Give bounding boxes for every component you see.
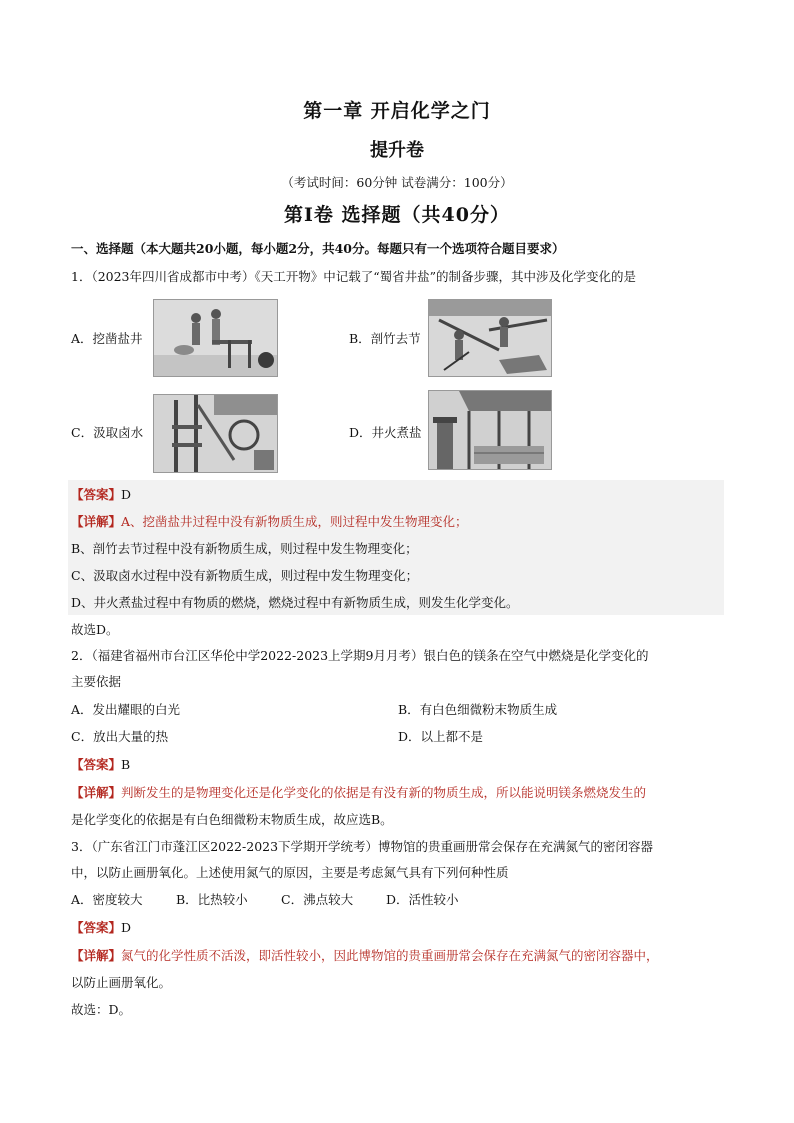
q1-option-a: A．挖凿盐井 [71, 331, 143, 346]
q1-option-d: D．井火煮盐 [349, 425, 422, 440]
q3-stem-cont: 中，以防止画册氧化。上述使用氮气的原因，主要是考虑氮气具有下列何种性质 [71, 865, 509, 880]
q2-answer [71, 755, 130, 773]
section-title: 第Ⅰ卷 选择题（共40分） [284, 204, 510, 226]
q2-option-b: B．有白色细微粉末物质生成 [398, 702, 558, 717]
q3-option-b: B．比热较小 [176, 892, 248, 907]
q2-stem: 2．（福建省福州市台江区华伦中学2022-2023上学期9月月考）银白色的镁条在空气中燃烧是化学变化的 [71, 648, 649, 663]
brine-illustration [153, 394, 278, 473]
answer-value: D [121, 920, 132, 935]
q3-option-c: C．沸点较大 [281, 892, 354, 907]
mining-illustration [153, 299, 278, 377]
answer-row-bg [68, 480, 724, 507]
q2-option-a: A．发出耀眼的白光 [71, 702, 181, 717]
q3-stem: 3．（广东省江门市蓬江区2022-2023下学期开学统考）博物馆的贵重画册常会保存在充满氮气的密闭容器 [71, 839, 654, 854]
q2-detail [71, 783, 646, 801]
q1-option-c: C．汲取卤水 [71, 425, 144, 440]
q1-conclusion: 故选D。 [71, 622, 119, 637]
boiling-illustration [428, 390, 552, 470]
detail-label: 【详解】 [71, 948, 122, 963]
detail-text: 判断发生的是物理变化还是化学变化的依据是有没有新的物质生成，所以能说明镁条燃烧发生的 [121, 785, 647, 800]
section-heading: 一、选择题（本大题共20小题，每小题2分，共40分。每题只有一个选项符合题目要求） [71, 241, 565, 256]
exam-info: （考试时间：60分钟 试卷满分：100分） [281, 175, 513, 190]
q3-option-a: A．密度较大 [71, 892, 143, 907]
answer-label: 【答案】 [71, 920, 122, 935]
detail-label: 【详解】 [71, 514, 122, 529]
q2-detail-cont: 是化学变化的依据是有白色细微粉末物质生成，故应选B。 [71, 812, 393, 827]
detail-text: 氮气的化学性质不活泼，即活性较小，因此博物馆的贵重画册常会保存在充满氮气的密闭容器中， [121, 948, 659, 963]
answer-value: D [121, 487, 132, 502]
q2-option-c: C．放出大量的热 [71, 729, 169, 744]
answer-label: 【答案】 [71, 757, 122, 772]
q1-option-b: B．剖竹去节 [349, 331, 421, 346]
chapter-title: 第一章 开启化学之门 [303, 100, 491, 122]
q1-detail-c: C、汲取卤水过程中没有新物质生成，则过程中发生物理变化； [71, 568, 419, 583]
q1-answer [71, 485, 131, 503]
q2-option-d: D．以上都不是 [398, 729, 484, 744]
answer-value: B [121, 757, 131, 772]
q3-detail-cont: 以防止画册氧化。 [71, 975, 172, 990]
q1-detail-b: B、剖竹去节过程中没有新物质生成，则过程中发生物理变化； [71, 541, 418, 556]
sub-title: 提升卷 [370, 140, 424, 161]
q1-detail-a [71, 512, 468, 530]
q3-answer [71, 918, 131, 936]
q1-detail-d: D、井火煮盐过程中有物质的燃烧，燃烧过程中有新物质生成，则发生化学变化。 [71, 595, 519, 610]
answer-label: 【答案】 [71, 487, 122, 502]
detail-label: 【详解】 [71, 785, 122, 800]
detail-text: A、挖凿盐井过程中没有新物质生成，则过程中发生物理变化； [121, 514, 468, 529]
q1-stem: 1．（2023年四川省成都市中考）《天工开物》中记载了“蜀省井盐”的制备步骤，其中涉及化学变化的是 [71, 269, 637, 284]
q3-conclusion: 故选：D。 [71, 1002, 132, 1017]
q2-stem-cont: 主要依据 [71, 674, 122, 689]
q3-option-d: D．活性较小 [386, 892, 459, 907]
q3-detail [71, 946, 659, 964]
bamboo-illustration [428, 299, 552, 377]
